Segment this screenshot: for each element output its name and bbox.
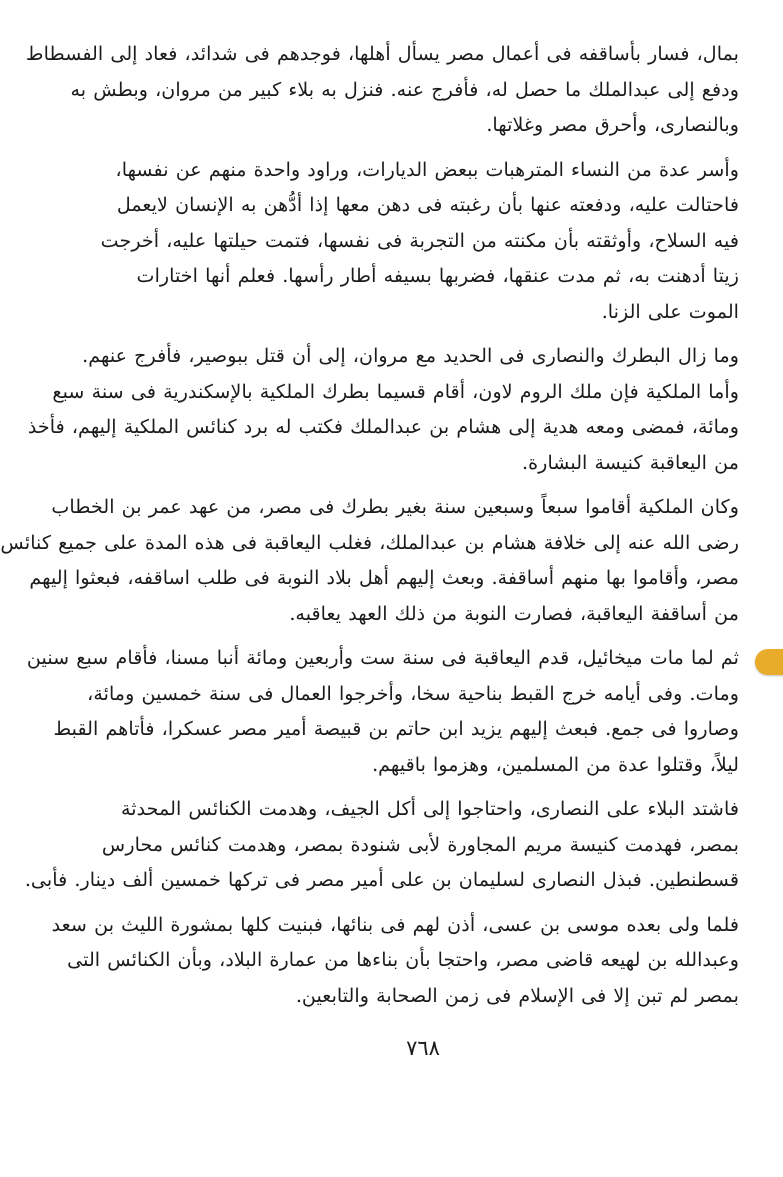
text-line: ليلاً، وقتلوا عدة من المسلمين، وهزموا باقيهم.: [372, 752, 739, 776]
text-line: بمصر، فهدمت كنيسة مريم المجاورة لأبى شنودة بمصر، وهدمت كنائس محارس: [101, 832, 739, 856]
text-line: وصاروا فى جمع. فبعث إليهم يزيد ابن حاتم بن قبيصة أمير مصر عسكرا، فأتاهم القبط: [53, 717, 739, 740]
text-line: رضى الله عنه إلى خلافة هشام بن عبدالملك، فغلب اليعاقبة فى هذه المدة على جميع كنائس: [0, 530, 739, 554]
text-line: وأما الملكية فإن ملك الروم لاون، أقام قسيما بطرك الملكية بالإسكندرية فى سنة سبع: [52, 379, 739, 403]
text-line: ومات. وفى أيامه خرج القبط بناحية سخا، وأخرجوا العمال فى سنة خمسين ومائة،: [87, 681, 739, 705]
text-line: ثم لما مات ميخائيل، قدم اليعاقبة فى سنة ست وأربعين ومائة أنبا مسنا، فأقام سبع سنين: [26, 646, 739, 669]
text-line: الموت على الزنا.: [601, 299, 739, 323]
text-line: وكان الملكية أقاموا سبعاً وسبعين سنة بغير بطرك فى مصر، من عهد عمر بن الخطاب: [51, 495, 739, 518]
text-line: مصر، وأقاموا بها منهم أساقفة. وبعث إليهم أهل بلاد النوبة فى طلب اساقفه، فبعثوا إليهم: [29, 566, 739, 589]
paragraph: [51, 907, 739, 1014]
text-line: زيتا أدهنت به، ثم مدت عنقها، فضربها بسيفه أطار رأسها. فعلم أنها اختارات: [136, 264, 739, 287]
text-line: بمال، فسار بأساقفه فى أعمال مصر يسأل أهلها، فوجدهم فى شدائد، فعاد إلى الفسطاط: [25, 42, 739, 65]
text-line: بمصر لم تبن إلا فى الإسلام فى زمن الصحابة والتابعين.: [295, 983, 739, 1007]
text-line: ودفع إلى عبدالملك ما حصل له، فأفرج عنه. فنزل به بلاء كبير من مروان، وبطش به: [70, 77, 739, 101]
text-line: من أساقفة اليعاقبة، فصارت النوبة من ذلك العهد يعاقبه.: [289, 601, 739, 625]
bookmark-tab[interactable]: [755, 649, 783, 675]
text-line: ومائة، فمضى ومعه هدية إلى هشام بن عبدالملك فكتب له برد كنائس الملكية إليهم، فأخذ: [27, 415, 739, 438]
paragraph: [27, 374, 739, 481]
text-line: وأسر عدة من النساء المترهبات ببعض الديارات، وراود واحدة منهم عن نفسها،: [115, 157, 739, 181]
paragraph: [26, 640, 739, 782]
page-number: ٧٦٨: [406, 1036, 440, 1060]
text-line: وما زال البطرك والنصارى فى الحديد مع مروان، إلى أن قتل ببوصير، فأفرج عنهم.: [82, 344, 739, 367]
text-line: فاشتد البلاء على النصارى، واحتاجوا إلى أكل الجيف، وهدمت الكنائس المحدثة: [120, 797, 739, 820]
text-line: وعبدالله بن لهيعه قاضى مصر، واحتجا بأن بناءها من عمارة البلاد، وبأن الكنائس التى: [67, 948, 739, 971]
page-text: [0, 36, 739, 1013]
text-line: وبالنصارى، وأحرق مصر وغلاتها.: [486, 113, 739, 136]
text-line: فلما ولى بعده موسى بن عسى، أذن لهم فى بنائها، فبنيت كلها بمشورة الليث بن سعد: [51, 912, 739, 936]
text-line: فاحتالت عليه، ودفعته عنها بأن رغبته فى دهن معها إذا أدُّهن به الإنسان لايعمل: [116, 193, 739, 216]
paragraph: [82, 338, 739, 374]
paragraph: [0, 489, 739, 631]
paragraph: [100, 152, 739, 330]
text-line: فيه السلاح، وأوثقته بأن مكنته من التجربة فى نفسها، فتمت حيلتها عليه، أخرجت: [100, 228, 739, 252]
text-line: قسطنطين. فبذل النصارى لسليمان بن على أمير مصر فى تركها خمسين ألف دينار. فأبى.: [24, 868, 739, 891]
text-line: من اليعاقبة كنيسة البشارة.: [522, 450, 739, 474]
paragraph: [25, 36, 739, 143]
paragraph: [24, 791, 739, 898]
